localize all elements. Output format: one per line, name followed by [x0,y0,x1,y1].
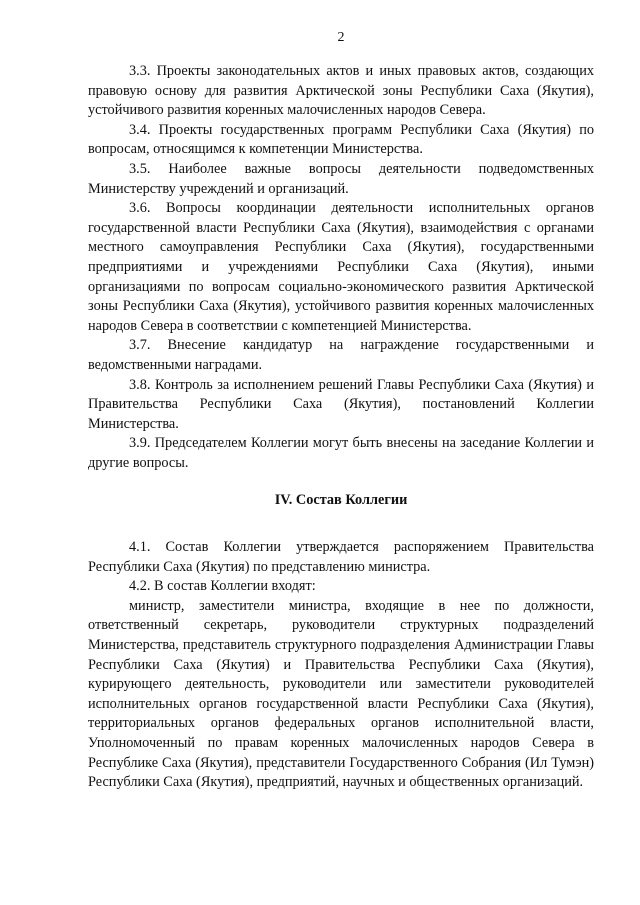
paragraph-members: министр, заместители министра, входящие в нее по должности, ответственный секретарь, руководители структурных подразделений Министерства, представитель структурного подразделения Администрации Главы Республики Саха (Якутия) и Правительства Республики Саха (Якутия), курирующего деятельность, руководители или заместители руководителей исполнительных органов государственной власти Республики Саха (Якутия), территориальных органов федеральных органов исполнительной власти, Уполномоченный по правам коренных малочисленных народов Севера в Республике Саха (Якутия), представители Государственного Собрания (Ил Тумэн) Республики Саха (Якутия), предприятий, научных и общественных организаций. [88,597,594,791]
paragraph-3-5: 3.5. Наиболее важные вопросы деятельности подведомственных Министерству учреждений и организаций. [88,160,594,197]
page-number: 2 [337,30,345,45]
paragraph-3-9: 3.9. Председателем Коллегии могут быть внесены на заседание Коллегии и другие вопросы. [88,435,594,471]
paragraph-3-7: 3.7. Внесение кандидатур на награждение государственными и ведомственными наградами. [88,337,594,373]
paragraph-4-2: 4.2. В состав Коллегии входят: [129,578,316,595]
paragraph-3-4: 3.4. Проекты государственных программ Республики Саха (Якутия) по вопросам, относящимся к компетенции Министерства. [88,121,594,158]
paragraph-3-6: 3.6. Вопросы координации деятельности исполнительных органов государственной власти Республики Саха (Якутия), взаимодействия с органами местного самоуправления Республики Саха (Якутия), государственными предприятиями и учреждениями Республики Саха (Якутия), иными организациями по вопросам социально-экономического развития Арктической зоны Республики Саха (Якутия), устойчивого развития коренных малочисленных народов Севера в соответствии с компетенцией Министерства. [88,200,594,334]
paragraph-3-3: 3.3. Проекты законодательных актов и иных правовых актов, создающих правовую основу для развития Арктической зоны Республики Саха (Якутия), устойчивого развития коренных малочисленных народов Севера. [88,63,594,119]
paragraph-4-1: 4.1. Состав Коллегии утверждается распоряжением Правительства Республики Саха (Якутия) по представлению министра. [88,539,594,575]
section-heading: IV. Состав Коллегии [274,492,408,509]
document-page [88,30,594,793]
paragraph-3-8: 3.8. Контроль за исполнением решений Главы Республики Саха (Якутия) и Правительства Республики Саха (Якутия), постановлений Коллегии Министерства. [88,376,594,432]
